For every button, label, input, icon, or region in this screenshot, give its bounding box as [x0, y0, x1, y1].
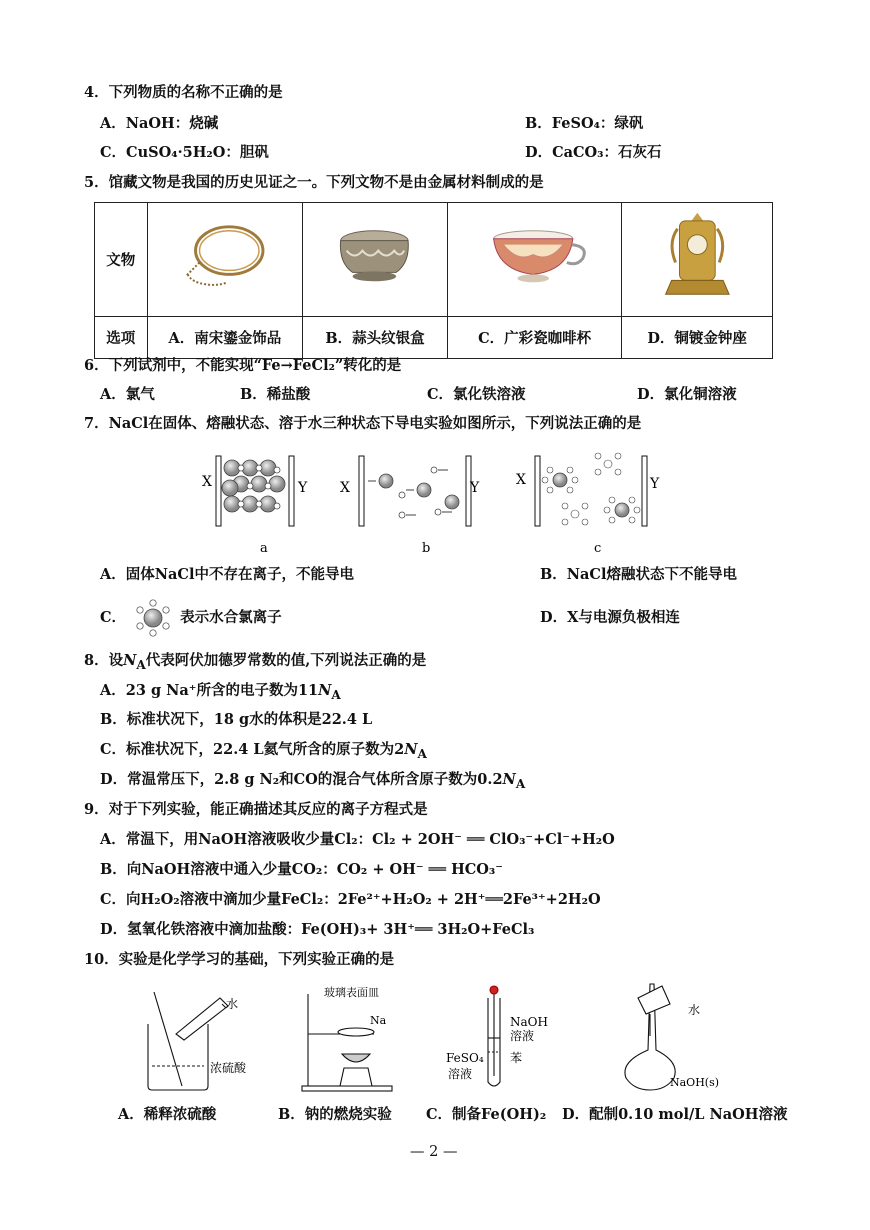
q8-option-d-text: D．常温常压下，2.8 g N₂和CO的混合气体所含原子数为0.2 — [100, 771, 503, 788]
q10-apparatus-figure — [130, 978, 770, 1098]
q10-b-label-watch-glass: 玻璃表面皿 — [324, 986, 379, 999]
q7-option-b: B．NaCl熔融状态下不能导电 — [540, 566, 737, 583]
q8-stem-post: 代表阿伏加德罗常数的值,下列说法正确的是 — [145, 652, 427, 669]
q7-label-y-c: Y — [650, 476, 660, 492]
q6-option-c: C．氯化铁溶液 — [427, 386, 526, 403]
q8-option-c — [100, 740, 427, 764]
q7-label-y-b: Y — [470, 480, 480, 496]
q4-option-b: B．FeSO₄：绿矾 — [525, 115, 644, 132]
q10-c-label-feso4-solution: 溶液 — [448, 1067, 473, 1081]
q5-stem: 5．馆藏文物是我国的历史见证之一。下列文物不是由金属材料制成的是 — [84, 174, 544, 191]
q7-option-a: A．固体NaCl中不存在离子，不能导电 — [100, 566, 354, 583]
q10-option-c: C．制备Fe(OH)₂ — [426, 1106, 547, 1123]
relic-image-gilt-clock-stand — [622, 203, 773, 317]
apparatus-c-test-tube-dropper — [488, 986, 500, 1086]
q10-c-label-benzene: 苯 — [510, 1051, 523, 1065]
q7-conductivity-figure — [190, 448, 680, 560]
q8-na-symbol: N — [123, 652, 137, 669]
q7-option-c — [100, 608, 282, 628]
q10-c-label-feso4: FeSO₄ — [446, 1051, 484, 1065]
q10-d-label-water: 水 — [688, 1003, 701, 1017]
q9-option-c: C．向H₂O₂溶液中滴加少量FeCl₂：2Fe²⁺+H₂O₂ + 2H⁺══2Fe³⁺+2H₂O — [100, 891, 601, 908]
hydrated-chloride-ion-icon — [133, 599, 173, 637]
q5-option-d: D．铜镀金钟座 — [622, 317, 773, 359]
q7-stem: 7．NaCl在固体、熔融状态、溶于水三种状态下导电实验如图所示，下列说法正确的是 — [84, 415, 642, 432]
q10-option-d: D．配制0.10 mol/L NaOH溶液 — [562, 1106, 788, 1123]
q7-option-c-prefix: C． — [100, 609, 127, 626]
q8-option-a-na: N — [318, 682, 332, 699]
q10-option-a: A．稀释浓硫酸 — [118, 1106, 217, 1123]
q8-option-a-text: A．23 g Na⁺所含的电子数为11 — [100, 682, 319, 699]
q7-label-a: a — [260, 541, 268, 556]
q6-stem: 6．下列试剂中，不能实现“Fe→FeCl₂”转化的是 — [84, 357, 402, 374]
apparatus-b-stand-burner — [302, 994, 392, 1091]
q8-option-c-text: C．标准状况下，22.4 L氦气所含的原子数为2 — [100, 741, 405, 758]
q8-option-d — [100, 770, 525, 794]
q8-option-d-na-sub: A — [515, 776, 526, 791]
q8-stem — [84, 651, 426, 675]
q10-d-label-naoh-solid: NaOH(s) — [670, 1076, 720, 1089]
q7-label-x-c: X — [516, 472, 526, 488]
q10-a-label-water: 水 — [226, 997, 239, 1011]
relic-image-silver-box — [303, 203, 448, 317]
q7-label-x-b: X — [340, 480, 350, 496]
q9-option-a: A．常温下，用NaOH溶液吸收少量Cl₂：Cl₂ + 2OH⁻ ══ ClO₃⁻+Cl⁻+H₂O — [100, 831, 615, 848]
q5-option-b: B．蒜头纹银盒 — [303, 317, 448, 359]
q7-label-b: b — [422, 541, 431, 556]
relic-image-gilt-ornament — [147, 203, 303, 317]
q6-option-a: A．氯气 — [100, 386, 155, 403]
q4-option-d: D．CaCO₃：石灰石 — [525, 144, 662, 161]
q4-option-c: C．CuSO₄·5H₂O：胆矾 — [100, 144, 269, 161]
q8-stem-pre: 8．设 — [84, 652, 124, 669]
q4-stem: 4．下列物质的名称不正确的是 — [84, 84, 283, 101]
q10-c-label-naoh-solution: 溶液 — [510, 1029, 535, 1043]
q10-stem: 10．实验是化学学习的基础，下列实验正确的是 — [84, 951, 395, 968]
q6-option-d: D．氯化铜溶液 — [637, 386, 737, 403]
q8-option-a — [100, 681, 341, 705]
q9-option-b: B．向NaOH溶液中通入少量CO₂：CO₂ + OH⁻ ══ HCO₃⁻ — [100, 861, 503, 878]
q7-option-c-text: 表示水合氯离子 — [180, 609, 282, 626]
q7-label-y-a: Y — [298, 480, 308, 496]
q7-option-d: D．X与电源负极相连 — [540, 609, 680, 626]
q8-option-d-na: N — [502, 771, 516, 788]
q7-label-x-a: X — [202, 474, 212, 490]
q8-option-c-na: N — [404, 741, 418, 758]
q8-option-a-na-sub: A — [331, 687, 341, 702]
q10-option-b: B．钠的燃烧实验 — [278, 1106, 392, 1123]
q6-option-b: B．稀盐酸 — [240, 386, 311, 403]
q8-option-b: B．标准状况下，18 g水的体积是22.4 L — [100, 711, 373, 728]
q4-option-a: A．NaOH：烧碱 — [100, 115, 219, 132]
q5-relic-table — [94, 202, 773, 359]
q5-option-c: C．广彩瓷咖啡杯 — [447, 317, 621, 359]
relic-image-canton-porcelain-cup — [447, 203, 621, 317]
apparatus-d-volumetric-flask — [625, 984, 675, 1090]
q5-row-header-relic: 文物 — [95, 203, 148, 317]
q10-b-label-na: Na — [370, 1014, 387, 1027]
q8-option-c-na-sub: A — [417, 746, 427, 761]
q10-a-label-acid: 浓硫酸 — [210, 1061, 247, 1075]
q9-stem: 9．对于下列实验，能正确描述其反应的离子方程式是 — [84, 801, 428, 818]
apparatus-a-beaker-dilution — [148, 992, 228, 1090]
q5-option-a: A．南宋鎏金饰品 — [147, 317, 303, 359]
q10-c-label-naoh: NaOH — [510, 1015, 548, 1029]
q8-na-subscript: A — [136, 657, 146, 672]
q7-label-c: c — [594, 541, 602, 556]
q5-row-header-option: 选项 — [95, 317, 148, 359]
q9-option-d: D．氢氧化铁溶液中滴加盐酸：Fe(OH)₃+ 3H⁺══ 3H₂O+FeCl₃ — [100, 921, 535, 938]
page-number: — 2 — — [410, 1144, 458, 1160]
